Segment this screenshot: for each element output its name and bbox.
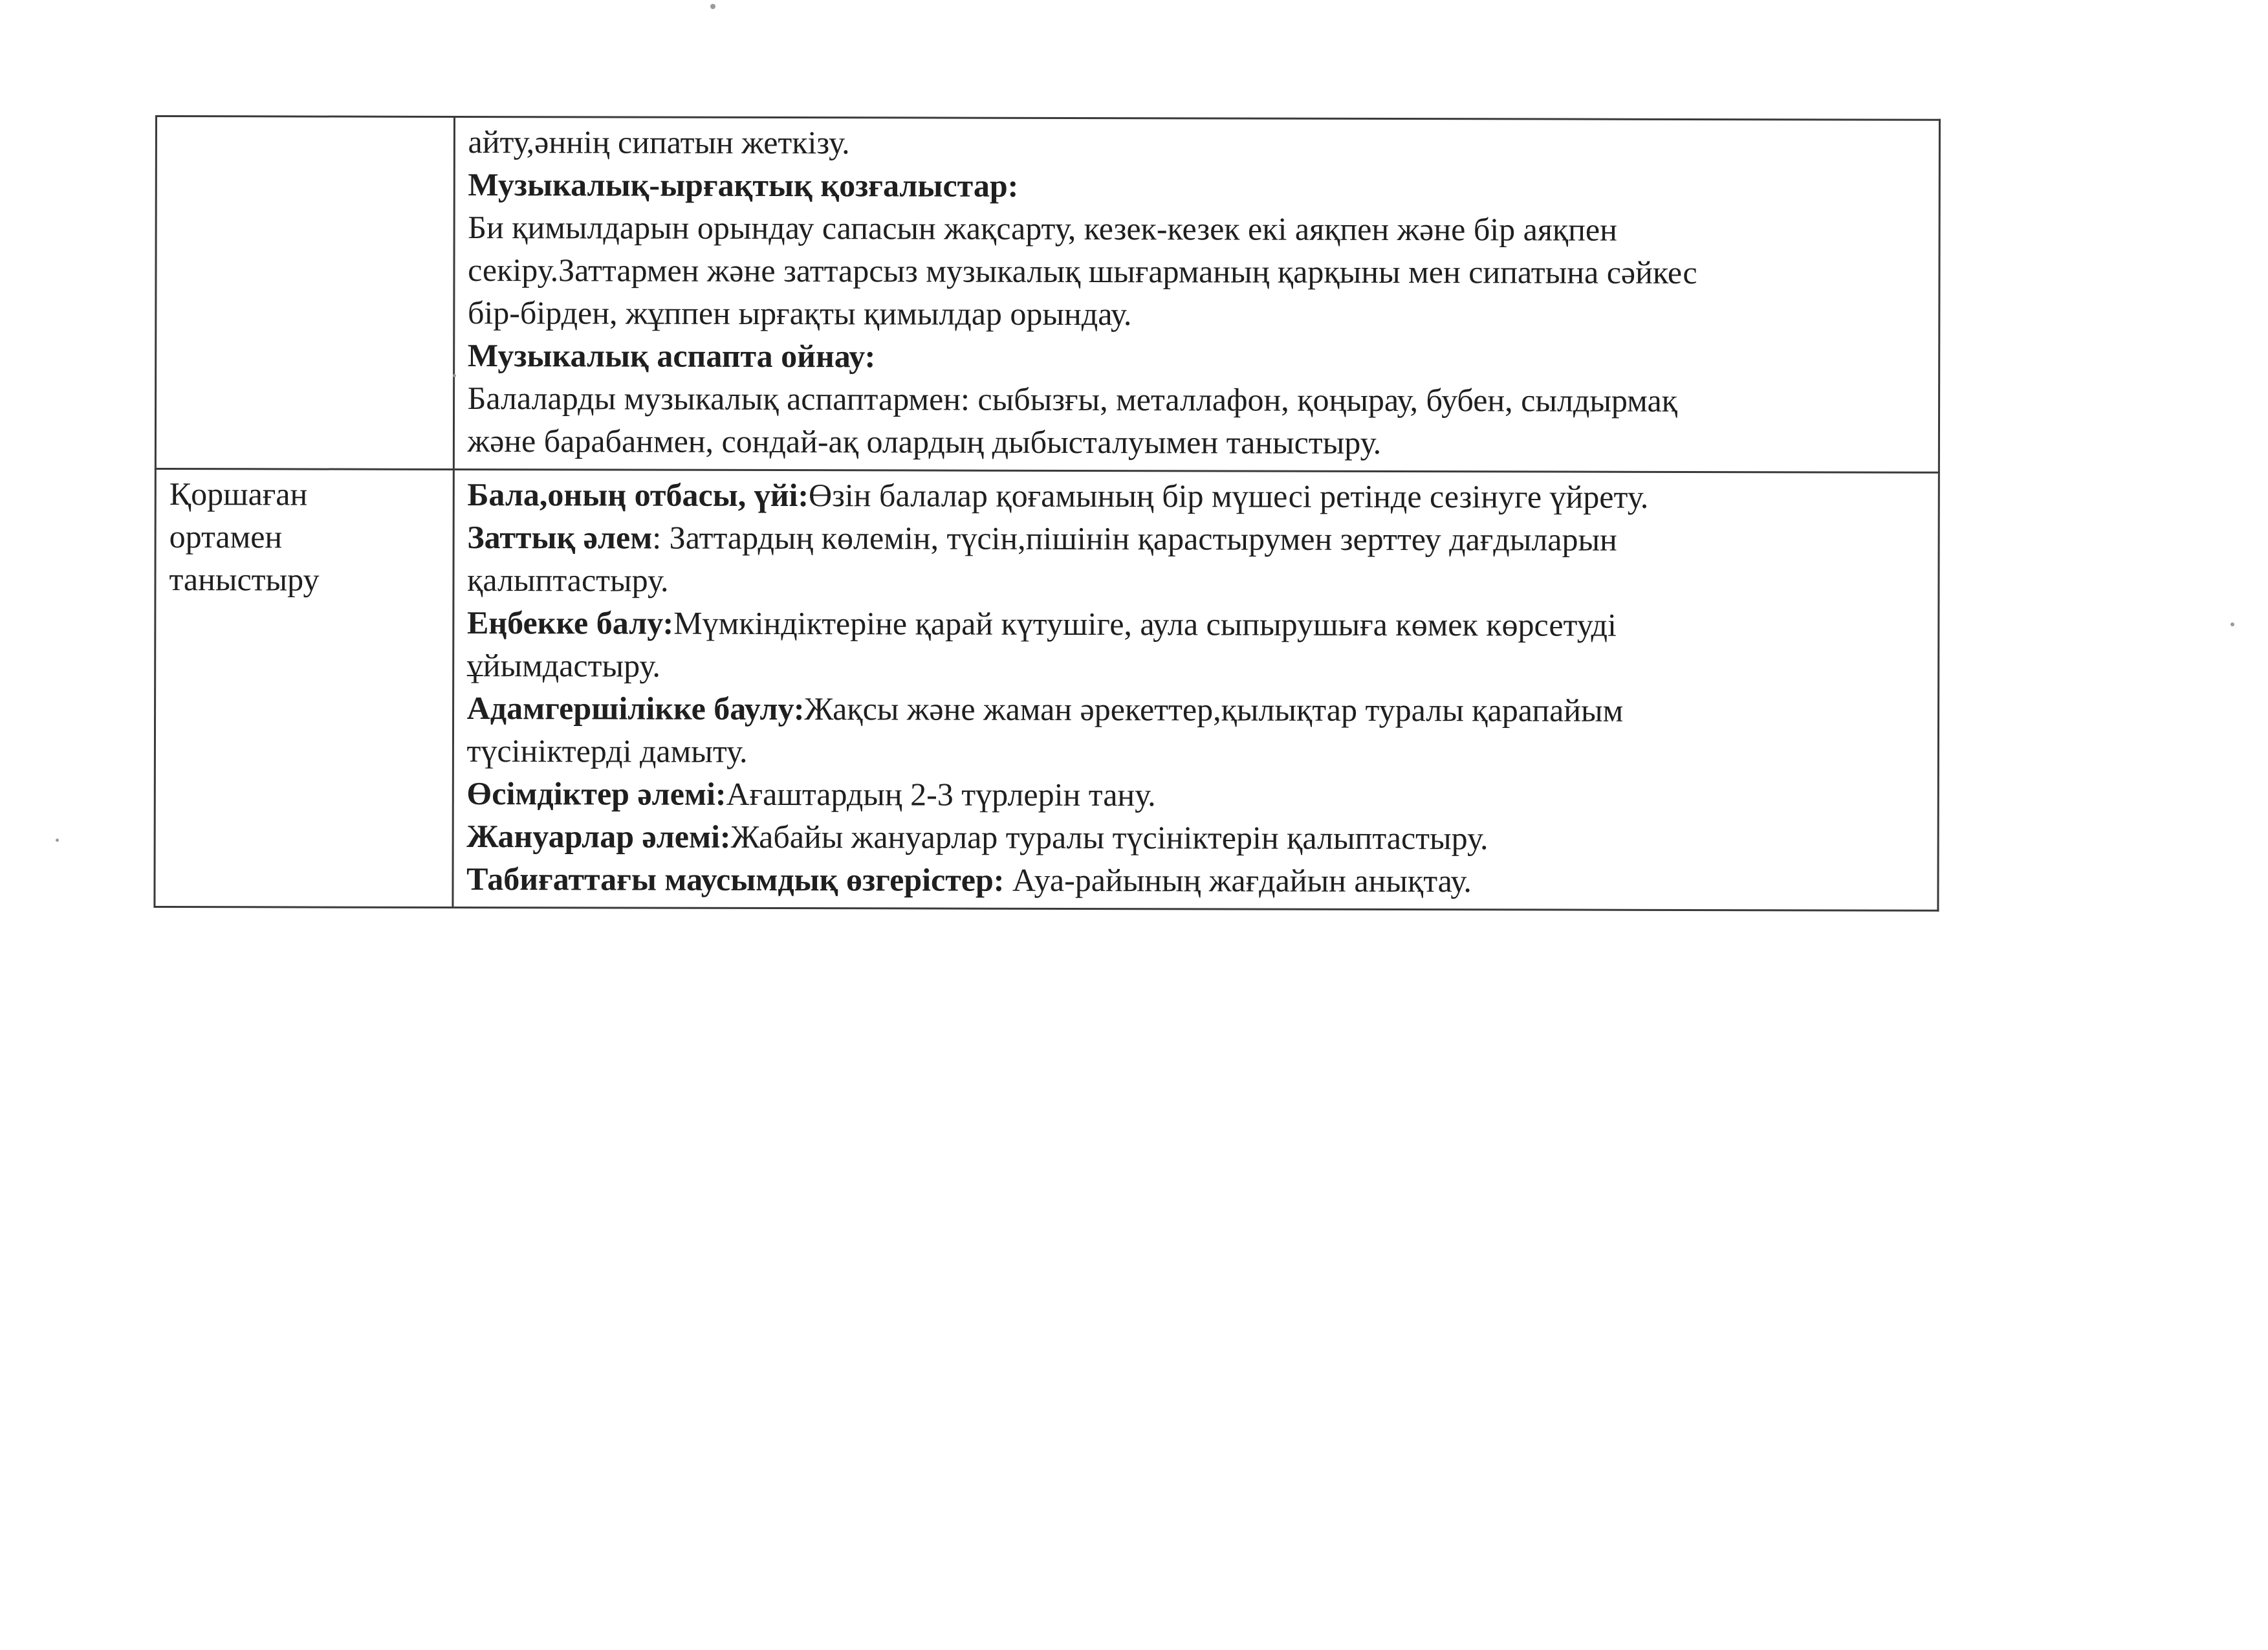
topic-label: Адамгершілікке баулу: <box>466 690 805 727</box>
row-label-line: таныстыру <box>169 561 320 598</box>
topic-label: Заттық әлем <box>467 519 653 556</box>
content-line: Адамгершілікке баулу:Жақсы және жаман әрекеттер,қылықтар туралы қарапайым <box>466 690 1624 729</box>
row-label-cell <box>155 469 453 908</box>
content-line: секіру.Заттармен және заттарсыз музыкалық шығарманың қарқыны мен сипатына сәйкес <box>468 252 1697 291</box>
row-label-cell <box>155 116 454 470</box>
table-row-music <box>155 116 1939 473</box>
content-line: айту,әннің сипатын жеткізу. <box>468 124 850 161</box>
topic-label: Еңбекке балу: <box>466 604 674 641</box>
content-line: Би қимылдарын орындау сапасын жақсарту, кезек-кезек екі аяқпен және бір аяқпен <box>468 209 1617 248</box>
topic-label: Өсімдіктер әлемі: <box>466 775 726 812</box>
scan-speck <box>453 374 456 377</box>
scan-speck <box>710 4 715 9</box>
row-label-line: ортамен <box>169 518 283 555</box>
content-line: Жануарлар әлемі:Жабайы жануарлар туралы түсініктерін қалыптастыру. <box>466 818 1488 857</box>
topic-label: Табиғаттағы маусымдық өзгерістер: <box>466 861 1005 898</box>
content-line: және барабанмен, сондай-ақ олардың дыбысталуымен таныстыру. <box>467 423 1382 461</box>
content-line: Еңбекке балу:Мүмкіндіктеріне қарай күтушіге, аула сыпырушыға көмек көрсетуді <box>466 604 1617 643</box>
section-heading: Музыкалық-ырғақтық қозғалыстар: <box>468 166 1019 204</box>
scan-speck <box>2230 622 2234 626</box>
section-heading: Музыкалық аспапта ойнау: <box>467 337 876 375</box>
row-label-line: Қоршаған <box>169 476 308 512</box>
content-line: Табиғаттағы маусымдық өзгерістер: Ауа-райының жағдайын анықтау. <box>466 861 1472 899</box>
content-line: ұйымдастыру. <box>466 647 661 684</box>
content-line: түсініктерді дамыту. <box>466 732 748 769</box>
row-content-cell <box>453 469 1939 910</box>
content-line: Бала,оның отбасы, үйі:Өзін балалар қоғамының бір мүшесі ретінде сезінуге үйрету. <box>467 476 1649 515</box>
topic-label: Жануарлар әлемі: <box>466 818 731 855</box>
curriculum-table <box>153 115 1941 912</box>
scan-speck <box>56 839 59 842</box>
row-content-cell <box>453 116 1940 472</box>
content-line: Заттық әлем: Заттардың көлемін, түсін,пішінін қарастырумен зерттеу дағдыларын <box>467 519 1617 558</box>
topic-label: Бала,оның отбасы, үйі: <box>467 476 809 514</box>
content-line: Өсімдіктер әлемі:Ағаштардың 2-3 түрлерін тану. <box>466 775 1156 813</box>
content-line: бір-бірден, жұппен ырғақты қимылдар орындау. <box>467 294 1132 333</box>
table-row-environment <box>155 469 1939 911</box>
content-line: Балаларды музыкалық аспаптармен: сыбызғы, металлафон, қоңырау, бубен, сылдырмақ <box>467 380 1678 419</box>
content-line: қалыптастыру. <box>467 562 669 599</box>
